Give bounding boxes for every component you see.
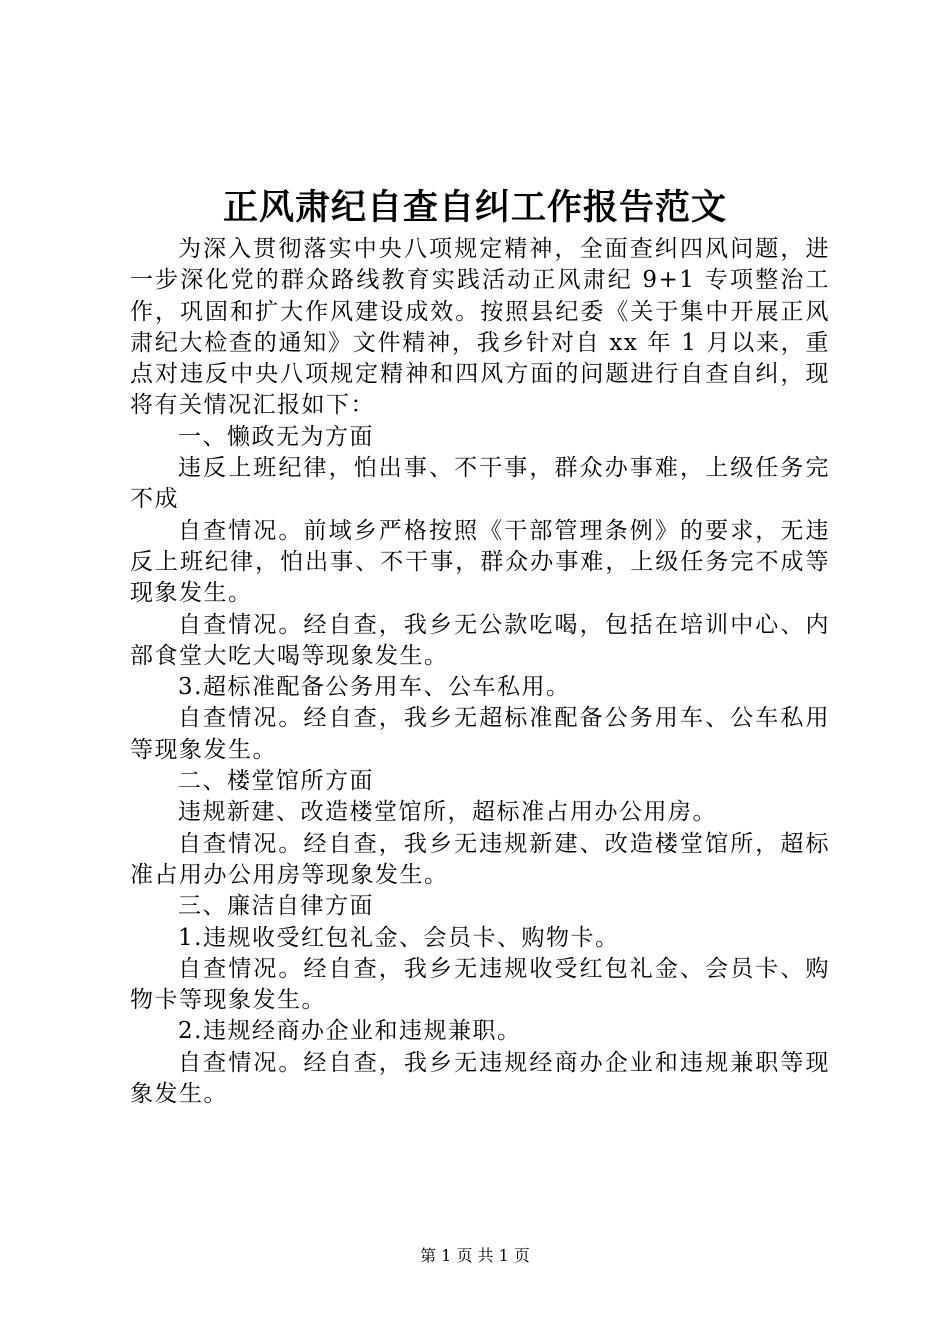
section-heading-2: 二、楼堂馆所方面	[178, 768, 374, 795]
section-heading-3: 三、廉洁自律方面	[178, 893, 374, 920]
page-footer: 第 1 页 共 1 页	[420, 1246, 530, 1265]
paragraph: 违反上班纪律，怕出事、不干事，群众办事难，上级任务完不成	[130, 455, 830, 513]
intro-paragraph: 为深入贯彻落实中央八项规定精神，全面查纠四风问题，进一步深化党的群众路线教育实践活动正风肃纪 9+1 专项整治工作，巩固和扩大作风建设成效。按照县纪委《关于集中开展正风肃纪大检查的通知》文件精神，我乡针对自 xx 年 1 月以来，重点对违反中央八项规定精神和四风方面的问题进行自查自纠，现将有关情况汇报如下：	[130, 236, 830, 419]
section-heading-1: 一、懒政无为方面	[178, 423, 374, 450]
paragraph: 2.违规经商办企业和违规兼职。	[178, 1018, 522, 1045]
paragraph: 自查情况。经自查，我乡无超标准配备公务用车、公车私用等现象发生。	[130, 705, 830, 763]
paragraph: 自查情况。经自查，我乡无违规新建、改造楼堂馆所，超标准占用办公用房等现象发生。	[130, 830, 830, 888]
document-body	[130, 234, 830, 1110]
paragraph: 自查情况。前域乡严格按照《干部管理条例》的要求，无违反上班纪律，怕出事、不干事，群众办事难，上级任务完不成等现象发生。	[130, 517, 830, 607]
paragraph: 自查情况。经自查，我乡无违规收受红包礼金、会员卡、购物卡等现象发生。	[130, 955, 830, 1014]
paragraph: 自查情况。经自查，我乡无公款吃喝，包括在培训中心、内部食堂大吃大喝等现象发生。	[130, 611, 830, 669]
document-title: 正风肃纪自查自纠工作报告范文	[222, 187, 727, 228]
paragraph: 自查情况。经自查，我乡无违规经商办企业和违规兼职等现象发生。	[130, 1049, 830, 1108]
paragraph: 3.超标准配备公务用车、公车私用。	[178, 674, 571, 701]
paragraph: 违规新建、改造楼堂馆所，超标准占用办公用房。	[178, 799, 717, 826]
paragraph: 1.违规收受红包礼金、会员卡、购物卡。	[178, 924, 620, 951]
